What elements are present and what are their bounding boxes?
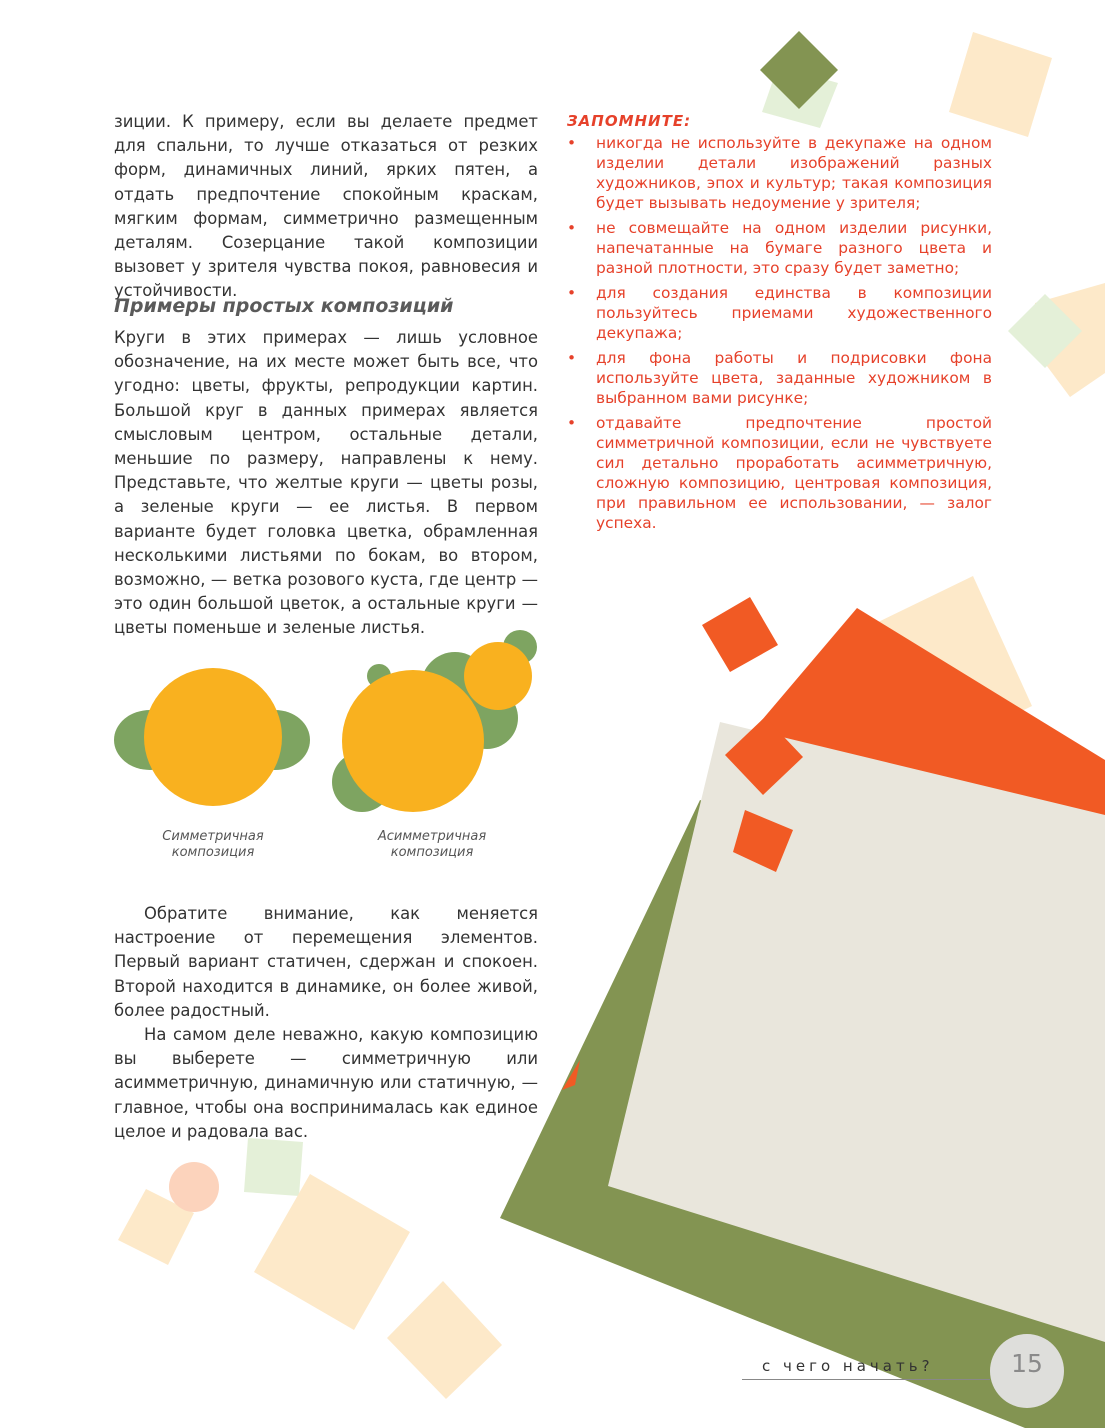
bullet-icon: • [567,284,577,302]
section-heading: Примеры простых композиций [114,295,454,317]
conclusion-text-1: Обратите внимание, как меняется настроение от перемещения элементов. Первый вариант статичен, сдержан и спокоен. Второй находится в динамике, он более живой, более радостный. [114,904,538,1020]
remember-item-text: для фона работы и подрисовки фона используйте цвета, заданные художником в выбранном вами рисунке; [596,349,992,407]
symmetric-composition-figure [114,668,310,806]
bullet-icon: • [567,134,577,152]
flower-large [342,670,484,812]
examples-paragraph [114,326,538,641]
remember-item [567,413,992,533]
remember-box [567,112,992,538]
examples-text: Круги в этих примерах — лишь условное обозначение, на их месте может быть все, что угодно: цветы, фрукты, репродукции картин. Большой круг в данных примерах является смысловым центром, остальные детали, меньшие по размеру, направлены к нему. Представьте, что желтые круги — цветы розы, а зеленые круги — ее листья. В первом варианте будет головка цветка, обрамленная несколькими листьями по бокам, во втором, возможно, — ветка розового куста, где центр — это один большой цветок, а остальные круги — цветы поменьше и зеленые листья. [114,328,538,638]
footer-section-title: с чего начать? [762,1357,934,1375]
caption-asymmetric [357,829,507,861]
conclusion-text-2: На самом деле неважно, какую композицию вы выберете — симметричную или асимметричную, динамичную или статичную, — главное, чтобы она воспринималась как единое целое и радовала вас. [114,1025,538,1141]
conclusion-paragraph [114,902,538,1144]
flower-small [464,642,532,710]
caption-asymmetric-line2: композиция [390,845,474,860]
remember-item [567,283,992,343]
remember-item-text: отдавайте предпочтение простой симметричной композиции, если не чувствуете сил детально проработать асимметричную, сложную композицию, центровая композиция, при правильном ее использовании, — залог успеха. [596,414,992,532]
caption-symmetric [138,829,288,861]
remember-item [567,348,992,408]
remember-list [567,133,992,533]
remember-item-text: никогда не используйте в декупаже на одном изделии детали изображений разных художников, эпох и культур; такая композиция будет вызывать недоумение у зрителя; [596,134,992,212]
page-number: 15 [1011,1349,1043,1378]
remember-item [567,133,992,213]
remember-title: ЗАПОМНИТЕ: [567,112,692,130]
footer-divider [742,1379,990,1380]
bullet-icon: • [567,219,577,237]
remember-item-text: для создания единства в композиции пользуйтесь приемами художественного декупажа; [596,284,992,342]
caption-asymmetric-line1: Асимметричная [377,829,487,844]
intro-paragraph [114,110,538,304]
flower-center [144,668,282,806]
bullet-icon: • [567,349,577,367]
asymmetric-composition-figure [332,630,537,812]
caption-symmetric-line2: композиция [171,845,255,860]
intro-text: зиции. К примеру, если вы делаете предмет для спальни, то лучше отказаться от резких форм, динамичных линий, ярких пятен, а отдать предпочтение спокойным краскам, мягким формам, симметрично размещенным деталям. Созерцание такой композиции вызовет у зрителя чувства покоя, равновесия и устойчивости. [114,112,538,301]
peach-square-bottom-2 [254,1174,410,1330]
remember-item-text: не совмещайте на одном изделии рисунки, напечатанные на бумаге разного цвета и разной плотности, это сразу будет заметно; [596,219,992,277]
orange-small-square-1 [702,597,778,672]
bullet-icon: • [567,414,577,432]
light-green-square-bottom [244,1138,303,1196]
caption-symmetric-line1: Симметричная [162,829,264,844]
peach-circle-bottom [169,1162,219,1212]
remember-item [567,218,992,278]
peach-square-bottom-3 [387,1281,502,1399]
